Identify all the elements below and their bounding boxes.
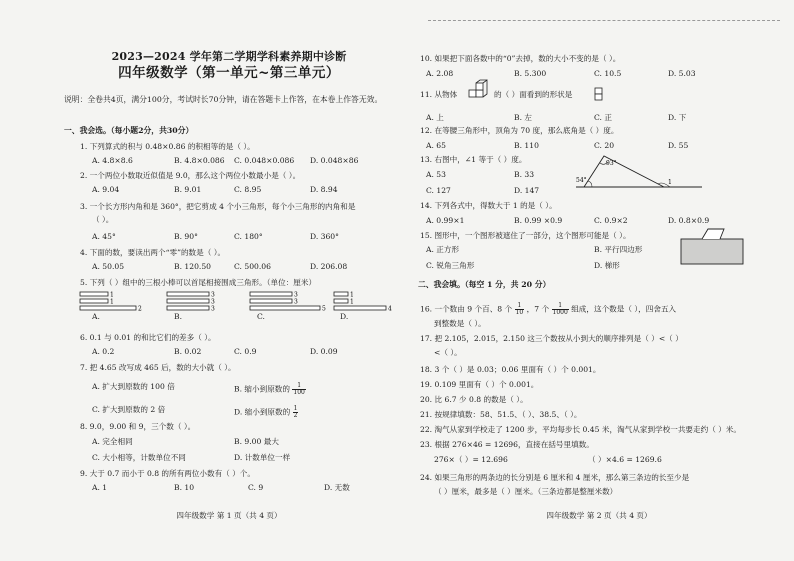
option-a: A. 9.04	[92, 185, 120, 194]
option-c: C. 锐角三角形	[426, 261, 475, 270]
question-stem: 1. 下列算式的积与 0.48×0.86 的积相等的是（ ）。	[80, 142, 255, 151]
option-a: A. 45°	[92, 232, 116, 241]
option-a: A. 50.05	[92, 262, 125, 271]
stick-label: 3	[211, 305, 215, 313]
page-1	[62, 0, 396, 561]
option-a: A. 正方形	[426, 245, 460, 254]
option-c: C. 180°	[234, 232, 263, 241]
exam-instructions: 说明：全卷共4页，满分100分，考试时长70分钟，请在答题卡上作答，在本卷上作答无效。	[64, 95, 383, 104]
sticks-group-c	[250, 292, 326, 313]
sticks-diagram	[62, 291, 396, 325]
question-stem: 4. 下面的数，要读出两个“零”的数是（ ）。	[80, 248, 226, 257]
section-2-heading: 二、我会填。（每空 1 分，共 20 分）	[418, 280, 551, 289]
section-1-heading: 一、我会选。（每小题2分，共30分）	[64, 126, 194, 135]
sticks-group-a	[80, 292, 142, 313]
option-b: B. 120.50	[174, 262, 211, 271]
option-d: D. 0.8×0.9	[668, 216, 710, 225]
triangle-angle-figure	[574, 153, 704, 191]
stick-label: 3	[294, 291, 298, 299]
question-stem-continued: 到整数是（ ）。	[434, 319, 486, 328]
option-a: A. 4.8×8.6	[92, 156, 133, 165]
stick-label: 2	[138, 305, 142, 313]
option-d: D. 5.03	[668, 69, 696, 78]
exam-subtitle: 四年级数学（第一单元~第三单元）	[118, 65, 340, 81]
stick-label: 3	[294, 298, 298, 306]
option-c: C. 20	[594, 141, 615, 150]
option-c: C. 10.5	[594, 69, 622, 78]
option-b: B. 9.00 最大	[234, 437, 279, 446]
sticks-group-d	[334, 292, 392, 313]
option-b: B. 缩小到原数的 $\frac{1}{100}$	[234, 382, 305, 396]
option-d: D. 下	[668, 113, 687, 122]
question-stem: 13. 右图中，∠1 等于（ ）度。	[420, 155, 527, 164]
option-b: B. 0.99 ×0.9	[514, 216, 563, 225]
stick-label: 4	[388, 305, 392, 313]
option-a: A. 1	[92, 483, 108, 492]
question-stem: 19. 0.109 里面有（ ）个 0.001。	[420, 380, 539, 389]
option-a: A. 完全相同	[92, 437, 133, 446]
option-d: D. 206.08	[310, 262, 348, 271]
option-b: B. 9.01	[174, 185, 202, 194]
option-b: B. 10	[174, 483, 195, 492]
question-stem: 3. 一个长方形内角和是 360°，把它剪成 4 个小三角形，每个小三角形的内角和是	[80, 202, 356, 211]
angle-mark: 1	[668, 179, 672, 186]
option-a: A.	[92, 312, 100, 321]
option-d: D. 360°	[310, 232, 339, 241]
question-stem: 23. 根据 276×46 = 12696，直接在括号里填数。	[420, 440, 594, 449]
option-a: A. 0.99×1	[426, 216, 465, 225]
fraction: $\frac{1}{10}$	[515, 302, 524, 316]
option-c: C. 0.9	[234, 347, 257, 356]
option-b: B. 90°	[174, 232, 198, 241]
stick-label: 1	[350, 298, 354, 306]
option-c: C. 127	[426, 186, 451, 195]
option-c: C. 正	[594, 113, 612, 122]
option-d: D. 计数单位一样	[234, 453, 291, 462]
question-stem: 10. 如果把下面各数中的“0”去掉，数的大小不变的是（ ）。	[420, 54, 621, 63]
equation-2: （ ）×4.6 = 1269.6	[588, 455, 662, 464]
option-c: C.	[257, 312, 265, 321]
question-stem: 21. 按规律填数：58、51.5、（ ）、38.5、（ ）。	[420, 410, 582, 419]
option-c: C. 9	[248, 483, 264, 492]
option-c: C. 500.06	[234, 262, 271, 271]
option-a: A. 0.2	[92, 347, 115, 356]
question-stem: 5. 下列（ ）组中的三根小棒可以首尾相接围成三角形。（单位：厘米）	[80, 278, 317, 287]
option-b: B. 5.300	[514, 69, 547, 78]
option-b: B. 左	[514, 113, 533, 122]
page-2	[418, 0, 780, 561]
option-b: B. 4.8×0.086	[174, 156, 225, 165]
exam-title: 2023—2024 学年第二学期学科素养期中诊断	[111, 50, 347, 63]
page-footer: 四年级数学 第 2 页（共 4 页）	[546, 511, 652, 520]
option-c: C. 大小相等，计数单位不同	[92, 453, 186, 462]
option-a: A. 65	[426, 141, 446, 150]
option-d: D. 梯形	[594, 261, 620, 270]
option-d: D. 55	[668, 141, 689, 150]
angle-label-top: 93°	[606, 160, 617, 167]
stick-label: 5	[322, 305, 326, 313]
option-b: B. 0.02	[174, 347, 202, 356]
fraction: $\frac{1}{1000}$	[552, 302, 568, 316]
question-stem: 24. 如果三角形的两条边的长分别是 6 厘米和 4 厘米，那么第三条边的长至少是	[420, 473, 690, 482]
option-d: D.	[340, 312, 349, 321]
question-stem: 9. 大于 0.7 而小于 0.8 的所有两位小数有（ ）个。	[80, 469, 255, 478]
question-stem-continued: <（ ）。	[434, 348, 462, 357]
option-b: B. 平行四边形	[594, 245, 643, 254]
question-stem-continued: （ ）。	[92, 215, 114, 224]
question-stem-continued: 的（ ）面看到的形状是	[494, 90, 573, 99]
question-stem: 16. 一个数由 9 个百、8 个 $\frac{1}{10}$ ，7 个 $\frac{1}{1000}$ 组成，这个数是（ ），四舍五入	[420, 302, 677, 316]
option-d: D. 147	[514, 186, 540, 195]
angle-label-left: 54°	[576, 177, 587, 184]
stick-label: 1	[110, 298, 114, 306]
question-stem: 15. 图形中，一个图形被遮住了一部分，这个图形可能是（ ）。	[420, 231, 631, 240]
option-c: C. 0.9×2	[594, 216, 628, 225]
option-b: B. 33	[514, 170, 535, 179]
stick-label: 1	[350, 291, 354, 299]
option-d: D. 无数	[324, 483, 350, 492]
equation-1: 276×（ ）= 12.696	[434, 455, 508, 464]
option-d: D. 8.94	[310, 185, 338, 194]
question-stem: 11. 从物体	[420, 90, 458, 99]
option-d: D. 缩小到原数的 $\frac{1}{2}$	[234, 405, 298, 419]
option-d: D. 0.048×86	[310, 156, 359, 165]
option-a: A. 53	[426, 170, 446, 179]
view-shape-icon	[594, 88, 606, 102]
question-stem: 7. 把 4.65 改写成 465 后，数的大小就（ ）。	[80, 363, 236, 372]
option-a: A. 扩大到原数的 100 倍	[92, 382, 175, 391]
question-stem-continued: （ ）厘米，最多是（ ）厘米。（三条边都是整厘米数）	[434, 487, 618, 496]
question-stem: 14. 下列各式中，得数大于 1 的是（ ）。	[420, 201, 557, 210]
cube-solid-icon	[468, 86, 494, 102]
question-stem: 12. 在等腰三角形中，顶角为 70 度，那么底角是（ ）度。	[420, 126, 619, 135]
stick-label: 3	[211, 298, 215, 306]
question-stem: 2. 一个两位小数取近似值是 9.0，那么这个两位小数最小是（ ）。	[80, 171, 301, 180]
question-stem: 18. 3 个（ ）是 0.03；0.06 里面有（ ）个 0.001。	[420, 365, 601, 374]
option-a: A. 2.08	[426, 69, 454, 78]
option-c: C. 8.95	[234, 185, 262, 194]
stick-label: 3	[211, 291, 215, 299]
option-a: A. 上	[426, 113, 444, 122]
question-stem: 6. 0.1 与 0.01 的和比它们的差多（ ）。	[80, 333, 216, 342]
question-stem: 20. 比 6.7 少 0.8 的数是（ ）。	[420, 395, 528, 404]
option-b: B.	[174, 312, 182, 321]
fraction: $\frac{1}{100}$	[293, 382, 305, 396]
option-c: C. 扩大到原数的 2 倍	[92, 405, 166, 414]
question-stem: 8. 9.0，9.00 和 9，三个数（ ）。	[80, 422, 196, 431]
question-stem: 22. 淘气从家到学校走了 1200 步，平均每步长 0.45 米，淘气从家到学校一共要走约（ ）米。	[420, 425, 741, 434]
fraction: $\frac{1}{2}$	[293, 405, 298, 419]
option-d: D. 0.09	[310, 347, 338, 356]
question-stem: 17. 把 2.105，2.015，2.150 这三个数按从小到大的顺序排列是（ ）<（ ）	[420, 334, 683, 343]
stick-label: 1	[110, 291, 114, 299]
covered-shape-figure	[680, 228, 750, 266]
sticks-group-b	[167, 292, 215, 313]
option-b: B. 110	[514, 141, 539, 150]
option-c: C. 0.048×0.086	[234, 156, 295, 165]
page-footer: 四年级数学 第 1 页（共 4 页）	[176, 511, 282, 520]
